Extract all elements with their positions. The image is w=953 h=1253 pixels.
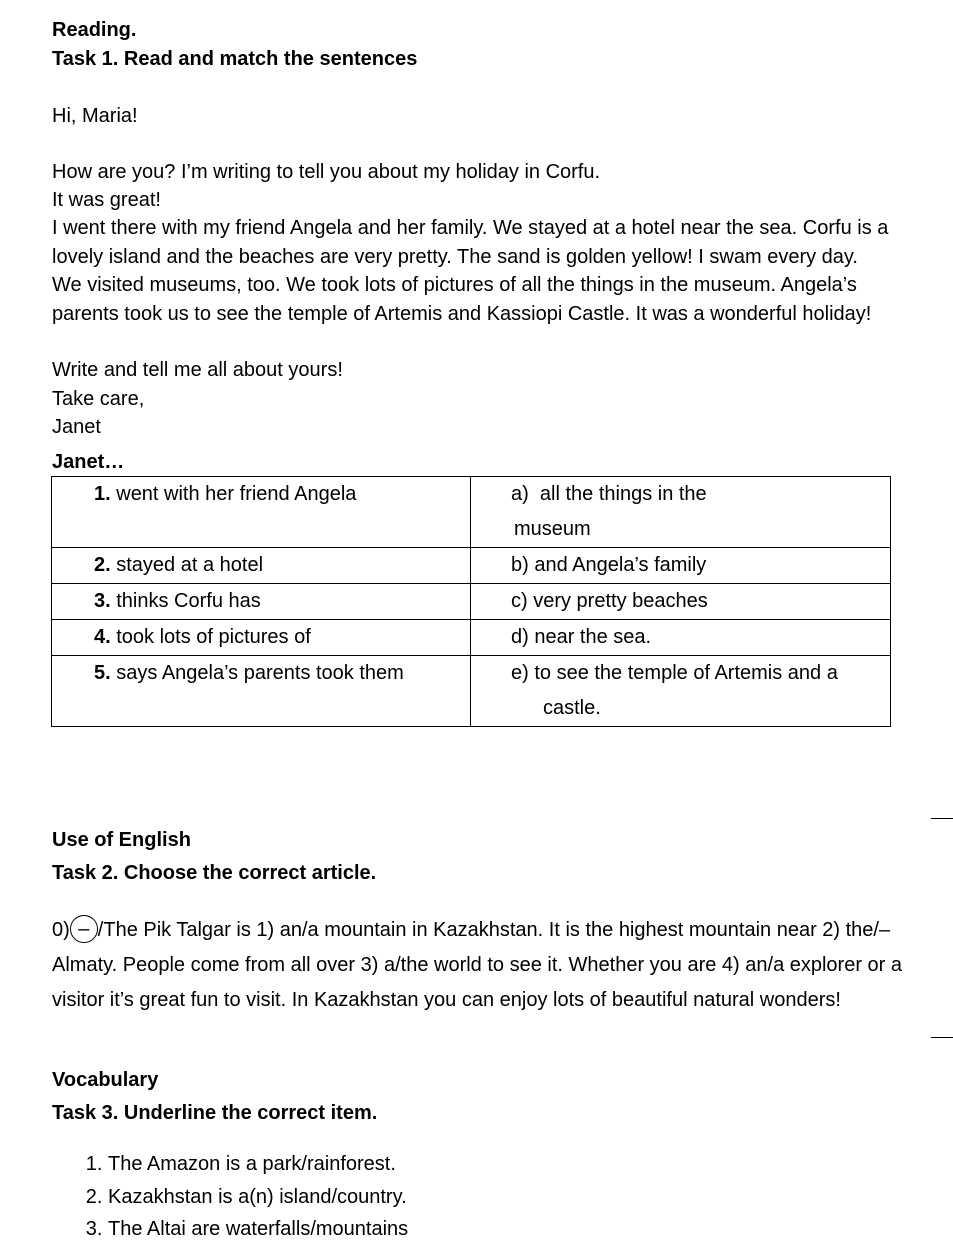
match-right-cell: c) very pretty beaches xyxy=(471,584,891,620)
match-table xyxy=(51,476,891,727)
letter-line: parents took us to see the temple of Artemis and Kassiopi Castle. It was a wonderful holiday! xyxy=(52,303,872,325)
letter-line: It was great! xyxy=(52,189,161,211)
match-left-cell: 4. took lots of pictures of xyxy=(52,620,471,656)
match-left-cell: 2. stayed at a hotel xyxy=(52,548,471,584)
article-line: visitor it’s great fun to visit. In Kazakhstan you can enjoy lots of beautiful natural wonders! xyxy=(52,989,841,1011)
match-right-cell: a) all the things in the museum xyxy=(471,477,891,548)
letter-greeting: Hi, Maria! xyxy=(52,105,138,127)
letter-line: lovely island and the beaches are very pretty. The sand is golden yellow! I swam every day. xyxy=(52,246,858,268)
task2-title: Task 2. Choose the correct article. xyxy=(52,862,377,884)
reading-heading: Reading. xyxy=(52,19,137,41)
article-line: 0) – /The Pik Talgar is 1) an/a mountain in Kazakhstan. It is the highest mountain near 2) the/– xyxy=(52,916,890,944)
letter-line: We visited museums, too. We took lots of pictures of all the things in the museum. Angela’s xyxy=(52,274,857,296)
letter-line: I went there with my friend Angela and her family. We stayed at a hotel near the sea. Corfu is a xyxy=(52,217,889,239)
vocab-list xyxy=(52,1148,408,1246)
table-row xyxy=(52,584,891,620)
match-right-cell: b) and Angela’s family xyxy=(471,548,891,584)
letter-closing: Write and tell me all about yours! xyxy=(52,359,343,381)
table-row xyxy=(52,477,891,548)
task1-title: Task 1. Read and match the sentences xyxy=(52,48,418,70)
match-left-cell: 5. says Angela’s parents took them xyxy=(52,656,471,727)
vocabulary-heading: Vocabulary xyxy=(52,1069,159,1091)
match-left-cell: 1. went with her friend Angela xyxy=(52,477,471,548)
margin-dash xyxy=(931,818,953,819)
margin-dash xyxy=(931,1037,953,1038)
use-of-english-heading: Use of English xyxy=(52,829,191,851)
letter-closing: Take care, xyxy=(52,388,145,410)
example-circle: – xyxy=(70,915,98,943)
match-intro: Janet… xyxy=(52,451,125,473)
task3-title: Task 3. Underline the correct item. xyxy=(52,1102,378,1124)
table-row xyxy=(52,548,891,584)
match-right-cell: d) near the sea. xyxy=(471,620,891,656)
match-right-cell: e) to see the temple of Artemis and a castle. xyxy=(471,656,891,727)
article-line: Almaty. People come from all over 3) a/the world to see it. Whether you are 4) an/a explorer or a xyxy=(52,954,903,976)
match-left-cell: 3. thinks Corfu has xyxy=(52,584,471,620)
list-item: 3. The Altai are waterfalls/mountains xyxy=(108,1213,408,1246)
letter-line: How are you? I’m writing to tell you about my holiday in Corfu. xyxy=(52,161,601,183)
list-item: 2. Kazakhstan is a(n) island/country. xyxy=(108,1181,408,1214)
table-row xyxy=(52,620,891,656)
list-item: 1. The Amazon is a park/rainforest. xyxy=(108,1148,408,1181)
table-row xyxy=(52,656,891,727)
letter-signature: Janet xyxy=(52,416,101,438)
